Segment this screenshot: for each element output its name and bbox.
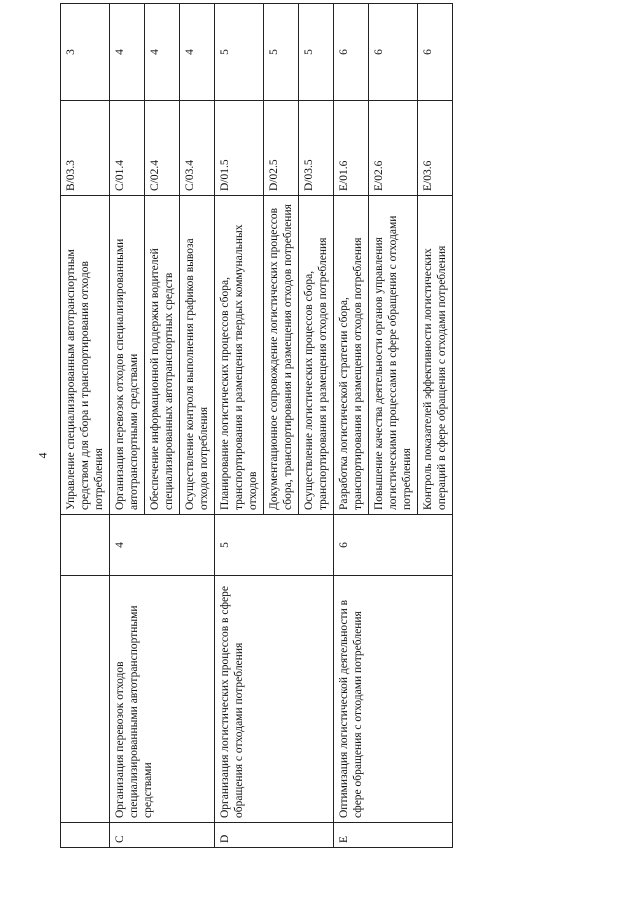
table-row — [215, 4, 264, 848]
labor-function-code: С/02.4 — [145, 101, 180, 196]
sub-qualification-level: 4 — [145, 4, 180, 101]
generalized-function-name: Организация перевозок отходов специализированными автотранспортными средствами — [110, 576, 215, 823]
labor-function-name: Разработка логистической стратегии сбора, транспортирования и размещения отходов потребления — [334, 196, 369, 515]
table-row — [61, 4, 110, 848]
labor-function-name: Осуществление контроля выполнения графиков вывоза отходов потребления — [180, 196, 215, 515]
table-row — [110, 4, 145, 848]
rotated-table-frame — [60, 49, 580, 848]
sub-qualification-level: 4 — [180, 4, 215, 101]
labor-function-name: Организация перевозок отходов специализированными автотранспортными средствами — [110, 196, 145, 515]
labor-function-code: Е/02.6 — [369, 101, 418, 196]
labor-function-name: Документационное сопровождение логистических процессов сбора, транспортирования и размещения отходов потребления — [264, 196, 299, 515]
functions-table — [60, 3, 453, 848]
qualification-level: 4 — [110, 515, 215, 576]
labor-function-name: Контроль показателей эффективности логистических операций в сфере обращения с отходами потребления — [418, 196, 453, 515]
labor-function-code: В/03.3 — [61, 101, 110, 196]
qualification-level — [61, 515, 110, 576]
labor-function-code: D/01.5 — [215, 101, 264, 196]
table-row — [334, 4, 369, 848]
sub-qualification-level: 6 — [369, 4, 418, 101]
labor-function-name: Планирование логистических процессов сбора, транспортирования и размещения твердых коммунальных отходов — [215, 196, 264, 515]
sub-qualification-level: 5 — [299, 4, 334, 101]
generalized-function-code: С — [110, 823, 215, 848]
labor-function-code: D/02.5 — [264, 101, 299, 196]
sub-qualification-level: 6 — [418, 4, 453, 101]
sub-qualification-level: 5 — [264, 4, 299, 101]
sub-qualification-level: 5 — [215, 4, 264, 101]
generalized-function-code: D — [215, 823, 334, 848]
sub-qualification-level: 4 — [110, 4, 145, 101]
labor-function-name: Обеспечение информационной поддержки водителей специализированных автотранспортных средств — [145, 196, 180, 515]
qualification-level: 5 — [215, 515, 334, 576]
generalized-function-name — [61, 576, 110, 823]
labor-function-name: Управление специализированным автотранспортным средством для сбора и транспортирования отходов потребления — [61, 196, 110, 515]
generalized-function-code — [61, 823, 110, 848]
labor-function-code: D/03.5 — [299, 101, 334, 196]
labor-function-code: Е/03.6 — [418, 101, 453, 196]
page-number: 4 — [35, 452, 50, 459]
sub-qualification-level: 6 — [334, 4, 369, 101]
labor-function-code: Е/01.6 — [334, 101, 369, 196]
generalized-function-name: Организация логистических процессов в сфере обращения с отходами потребления — [215, 576, 334, 823]
labor-function-code: С/03.4 — [180, 101, 215, 196]
labor-function-name: Повышение качества деятельности органов управления логистическими процессами в сфере обращения с отходами потребления — [369, 196, 418, 515]
qualification-level: 6 — [334, 515, 453, 576]
sub-qualification-level: 3 — [61, 4, 110, 101]
generalized-function-name: Оптимизация логистической деятельности в сфере обращения с отходами потребления — [334, 576, 453, 823]
labor-function-name: Осуществление логистических процессов сбора, транспортирования и размещения отходов потребления — [299, 196, 334, 515]
labor-function-code: С/01.4 — [110, 101, 145, 196]
generalized-function-code: Е — [334, 823, 453, 848]
